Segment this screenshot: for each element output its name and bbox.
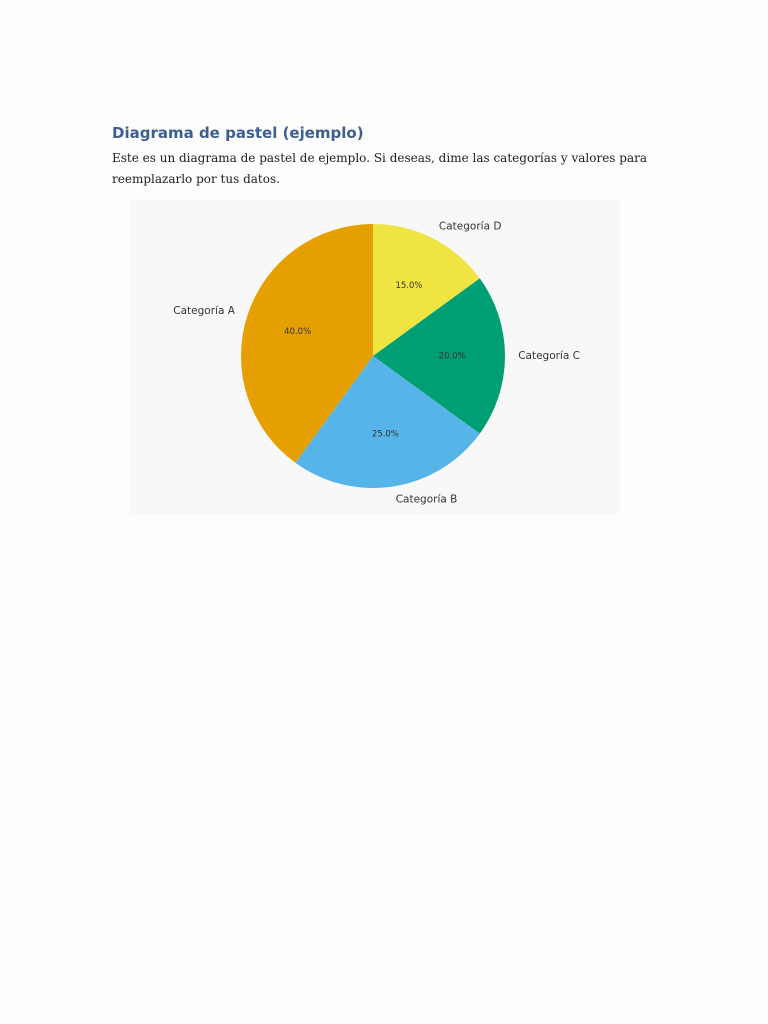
pie-category-label-categoria-d: Categoría D xyxy=(438,220,502,233)
pie-category-label-categoria-c: Categoría C xyxy=(518,350,580,362)
pie-chart-figure xyxy=(130,200,620,514)
pie-percent-label-categoria-d: 15.0% xyxy=(395,280,423,291)
pie-percent-label-categoria-c: 20.0% xyxy=(438,351,466,362)
document-heading: Diagrama de pastel (ejemplo) xyxy=(112,124,364,142)
pie-chart xyxy=(130,200,620,514)
pie-percent-label-categoria-a: 40.0% xyxy=(284,327,312,338)
pie-category-label-categoria-b: Categoría B xyxy=(395,493,458,506)
pie-percent-label-categoria-b: 25.0% xyxy=(371,429,399,440)
document-paragraph: Este es un diagrama de pastel de ejemplo. Si deseas, dime las categorías y valores para reemplazarlo por tus datos. xyxy=(112,151,647,186)
pie-category-label-categoria-a: Categoría A xyxy=(173,305,235,318)
